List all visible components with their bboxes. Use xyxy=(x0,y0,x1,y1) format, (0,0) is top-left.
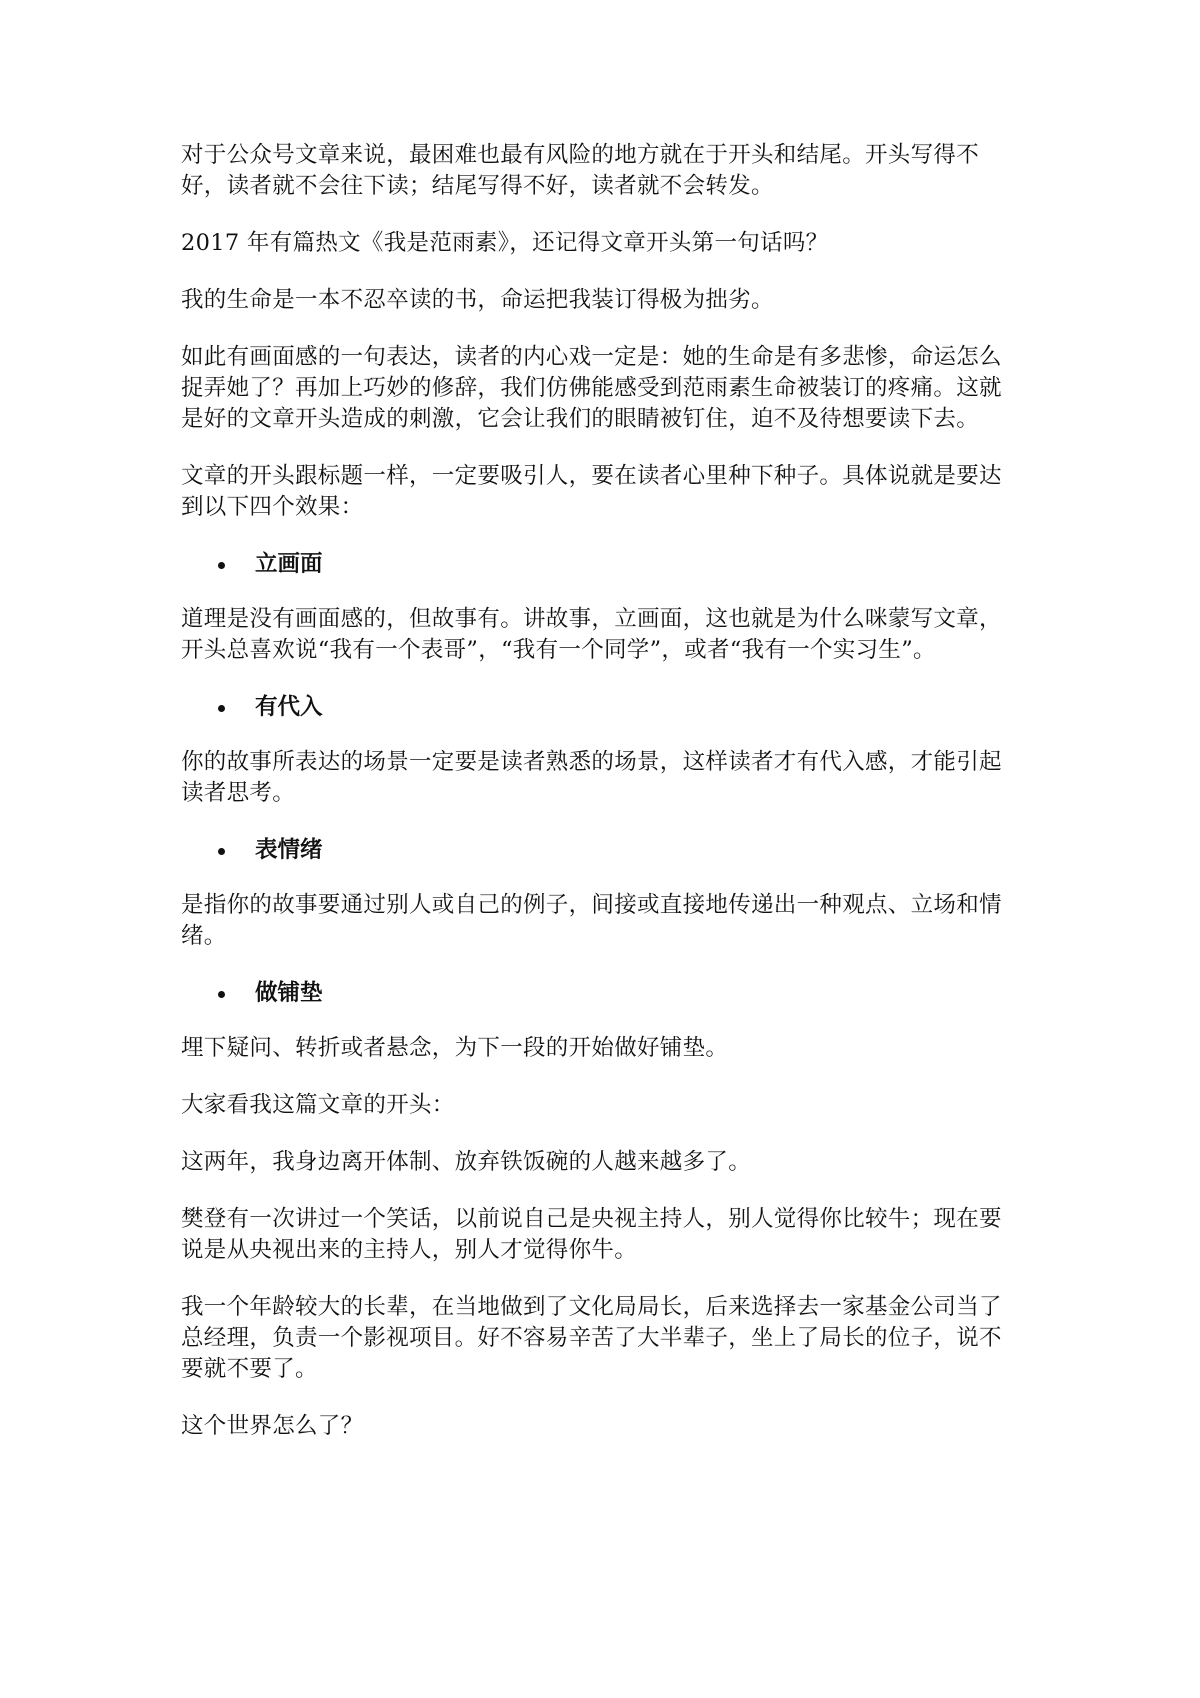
paragraph-immersion-detail: 你的故事所表达的场景一定要是读者熟悉的场景，这样读者才有代入感，才能引起读者思考。 xyxy=(181,749,1002,806)
paragraph-quote: 我的生命是一本不忍卒读的书，命运把我装订得极为拙劣。 xyxy=(181,287,774,313)
bullet-label: 立画面 xyxy=(255,551,323,577)
bullet-dot-icon xyxy=(218,991,225,998)
paragraph-hot-article: 2017 年有篇热文《我是范雨素》，还记得文章开头第一句话吗？ xyxy=(181,230,829,256)
paragraph-example-question: 这个世界怎么了？ xyxy=(181,1413,364,1439)
bullet-label: 做铺垫 xyxy=(255,980,323,1006)
bullet-item-emotion xyxy=(181,835,1022,866)
bullet-dot-icon xyxy=(218,562,225,569)
bullet-item-immersion xyxy=(181,692,1022,723)
paragraph-example-intro: 大家看我这篇文章的开头： xyxy=(181,1092,455,1118)
paragraph-four-effects: 文章的开头跟标题一样，一定要吸引人，要在读者心里种下种子。具体说就是要达到以下四个效果： xyxy=(181,463,1002,520)
bullet-dot-icon xyxy=(218,848,225,855)
paragraph-foreshadow-detail: 埋下疑问、转折或者悬念，为下一段的开始做好铺垫。 xyxy=(181,1035,729,1061)
bullet-item-foreshadow xyxy=(181,978,1022,1009)
paragraph-visual-detail: 道理是没有画面感的，但故事有。讲故事，立画面，这也就是为什么咪蒙写文章，开头总喜欢说“我有一个表哥”，“我有一个同学”，或者“我有一个实习生”。 xyxy=(181,606,1002,663)
bullet-label: 有代入 xyxy=(255,694,323,720)
paragraph-emotion-detail: 是指你的故事要通过别人或自己的例子，间接或直接地传递出一种观点、立场和情绪。 xyxy=(181,892,1002,949)
paragraph-example-1: 这两年，我身边离开体制、放弃铁饭碗的人越来越多了。 xyxy=(181,1149,752,1175)
paragraph-example-2: 樊登有一次讲过一个笑话，以前说自己是央视主持人，别人觉得你比较牛；现在要说是从央视出来的主持人，别人才觉得你牛。 xyxy=(181,1206,1002,1263)
bullet-label: 表情绪 xyxy=(255,837,323,863)
paragraph-example-3: 我一个年龄较大的长辈，在当地做到了文化局局长，后来选择去一家基金公司当了总经理，负责一个影视项目。好不容易辛苦了大半辈子，坐上了局长的位子，说不要就不要了。 xyxy=(181,1294,1002,1382)
bullet-dot-icon xyxy=(218,705,225,712)
paragraph-intro: 对于公众号文章来说，最困难也最有风险的地方就在于开头和结尾。开头写得不好，读者就不会往下读；结尾写得不好，读者就不会转发。 xyxy=(181,142,980,199)
paragraph-analysis: 如此有画面感的一句表达，读者的内心戏一定是：她的生命是有多悲惨，命运怎么捉弄她了？再加上巧妙的修辞，我们仿佛能感受到范雨素生命被装订的疼痛。这就是好的文章开头造成的刺激，它会让我们的眼睛被钉住，迫不及待想要读下去。 xyxy=(181,344,1002,432)
bullet-item-visual xyxy=(181,549,1022,580)
